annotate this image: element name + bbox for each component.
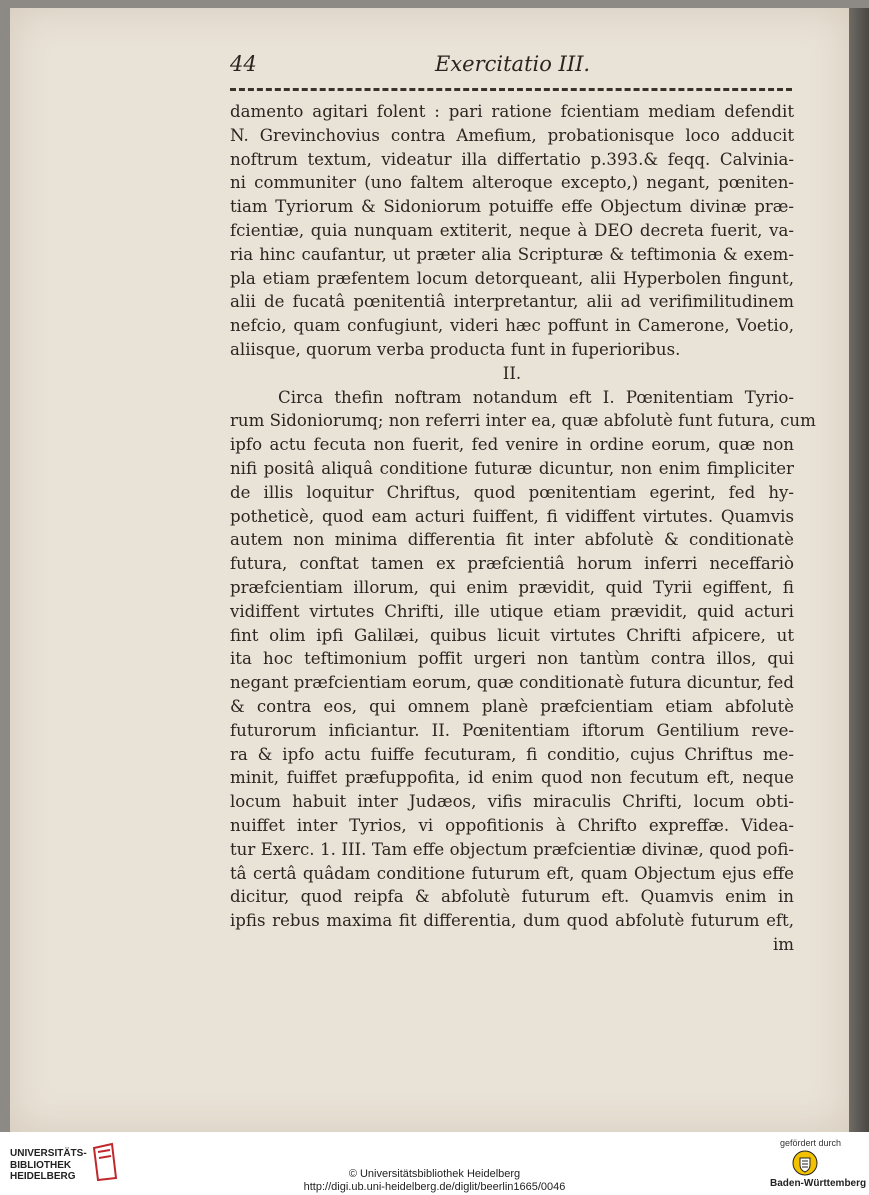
page-number: 44 xyxy=(230,52,257,76)
text-line: ni communiter (uno faltem alteroque excepto,) negant, pœniten- xyxy=(230,173,794,193)
text-line: dicitur, quod reipfa & abfolutè futurum eft. Quamvis enim in xyxy=(230,887,794,907)
permalink[interactable]: http://digi.ub.uni-heidelberg.de/diglit/beerlin1665/0046 xyxy=(303,1181,566,1193)
header-rule xyxy=(230,88,792,91)
text-line: ita hoc teftimonium poffit urgeri non tantùm contra illos, qui xyxy=(230,649,794,669)
text-line: noftrum textum, videatur illa differtatio p.393.& feqq. Calvinia- xyxy=(230,149,794,169)
text-line: Circa thefin noftram notandum eft I. Pœnitentiam Tyrio- xyxy=(278,387,794,407)
state-crest-icon xyxy=(792,1150,818,1176)
text-line: autem non minima differentia fit inter abfolutè & conditionatè xyxy=(230,530,794,550)
page-edge xyxy=(849,8,869,1132)
page-heading: Exercitatio III. xyxy=(435,52,591,76)
text-line: futurorum inficiantur. II. Pœnitentiam iftorum Gentilium reve- xyxy=(230,720,794,740)
text-line: tur Exerc. 1. III. Tam effe objectum præfcientiæ divinæ, quod pofi- xyxy=(230,839,794,859)
text-line: negant præfcientiam eorum, quæ conditionatè futura dicuntur, fed xyxy=(230,673,794,693)
text-line: ipfo actu fecuta non fuerit, fed venire in ordine eorum, quæ non xyxy=(230,435,794,455)
library-name-line: HEIDELBERG xyxy=(10,1171,76,1182)
text-line: rum Sidoniorumq; non referri inter ea, quæ abfolutè funt futura, cum xyxy=(230,411,816,431)
running-head xyxy=(230,52,790,82)
text-line: ria hinc caufantur, ut præter alia Scripturæ & teftimonia & exem- xyxy=(230,244,794,264)
text-line: ipfis rebus maxima fit differentia, dum quod abfolutè futurum eft, xyxy=(230,911,794,931)
text-line: damento agitari folent : pari ratione fcientiam mediam defendit xyxy=(230,102,794,121)
text-line: nuiffet inter Tyrios, vi oppofitionis à Chrifto expreffæ. Videa- xyxy=(230,815,794,835)
text-line: nefcio, quam confugiunt, videri hæc poffunt in Camerone, Voetio, xyxy=(230,316,794,336)
text-line: & contra eos, qui omnem planè præfcientiam etiam abfolutè xyxy=(230,696,794,716)
text-line: im xyxy=(772,934,794,954)
text-line: aliisque, quorum verba producta funt in fuperioribus. xyxy=(230,339,681,359)
text-line: ra & ipfo actu fuiffe fecuturam, fi conditio, cujus Chriftus me- xyxy=(230,744,794,764)
text-line: N. Grevinchovius contra Amefium, probationisque loco adducit xyxy=(230,125,794,145)
text-line: fcientiæ, quia nunquam extiterit, neque à DEO decreta fuerit, va- xyxy=(230,220,794,240)
text-line: de illis loquitur Chriftus, quod pœnitentiam egerint, fed hy- xyxy=(230,482,794,502)
text-line: nifi positâ aliquâ conditione futuræ dicuntur, non enim fimpliciter xyxy=(230,458,794,478)
funder-name: Baden-Württemberg xyxy=(770,1178,867,1189)
footer-bar xyxy=(0,1132,869,1195)
text-line: fint olim ipfi Galilæi, quibus licuit virtutes Chrifti afpicere, ut xyxy=(230,625,794,645)
funder-label: gefördert durch xyxy=(780,1138,842,1148)
text-line: locum habuit inter Judæos, vifis miraculis Chrifti, locum obti- xyxy=(230,792,794,812)
library-name-line: UNIVERSITÄTS- xyxy=(10,1148,87,1159)
text-line: tâ certâ quâdam conditione futurum eft, quam Objectum ejus effe xyxy=(230,863,794,883)
copyright-text: © Universitätsbibliothek Heidelberg xyxy=(348,1168,521,1180)
text-line: præfcientiam illorum, qui enim prævidit, quid Tyrii egiffent, fi xyxy=(230,577,794,597)
text-line: pla etiam præfentem locum detorqueant, alii Hyperbolen fingunt, xyxy=(230,268,794,288)
text-line: futura, conftat tamen ex præfcientiâ horum inferri neceffariò xyxy=(230,554,794,574)
text-line: alii de fucatâ pœnitentiâ interpretantur, alii ad verifimilitudinem xyxy=(230,292,794,312)
text-line: minit, fuiffet præfuppofita, id enim quod non fecutum eft, neque xyxy=(230,768,794,788)
text-line: vidiffent virtutes Chrifti, ille utique etiam prævidit, quid acturi xyxy=(230,601,794,621)
library-name-line: BIBLIOTHEK xyxy=(10,1159,72,1171)
body-text xyxy=(230,100,816,957)
text-line: tiam Tyriorum & Sidoniorum potuiffe effe Objectum divinæ præ- xyxy=(230,197,794,217)
text-line: II. xyxy=(502,363,522,383)
text-line: potheticè, quod eam acturi fuiffent, fi vidiffent virtutes. Quamvis xyxy=(230,506,794,526)
